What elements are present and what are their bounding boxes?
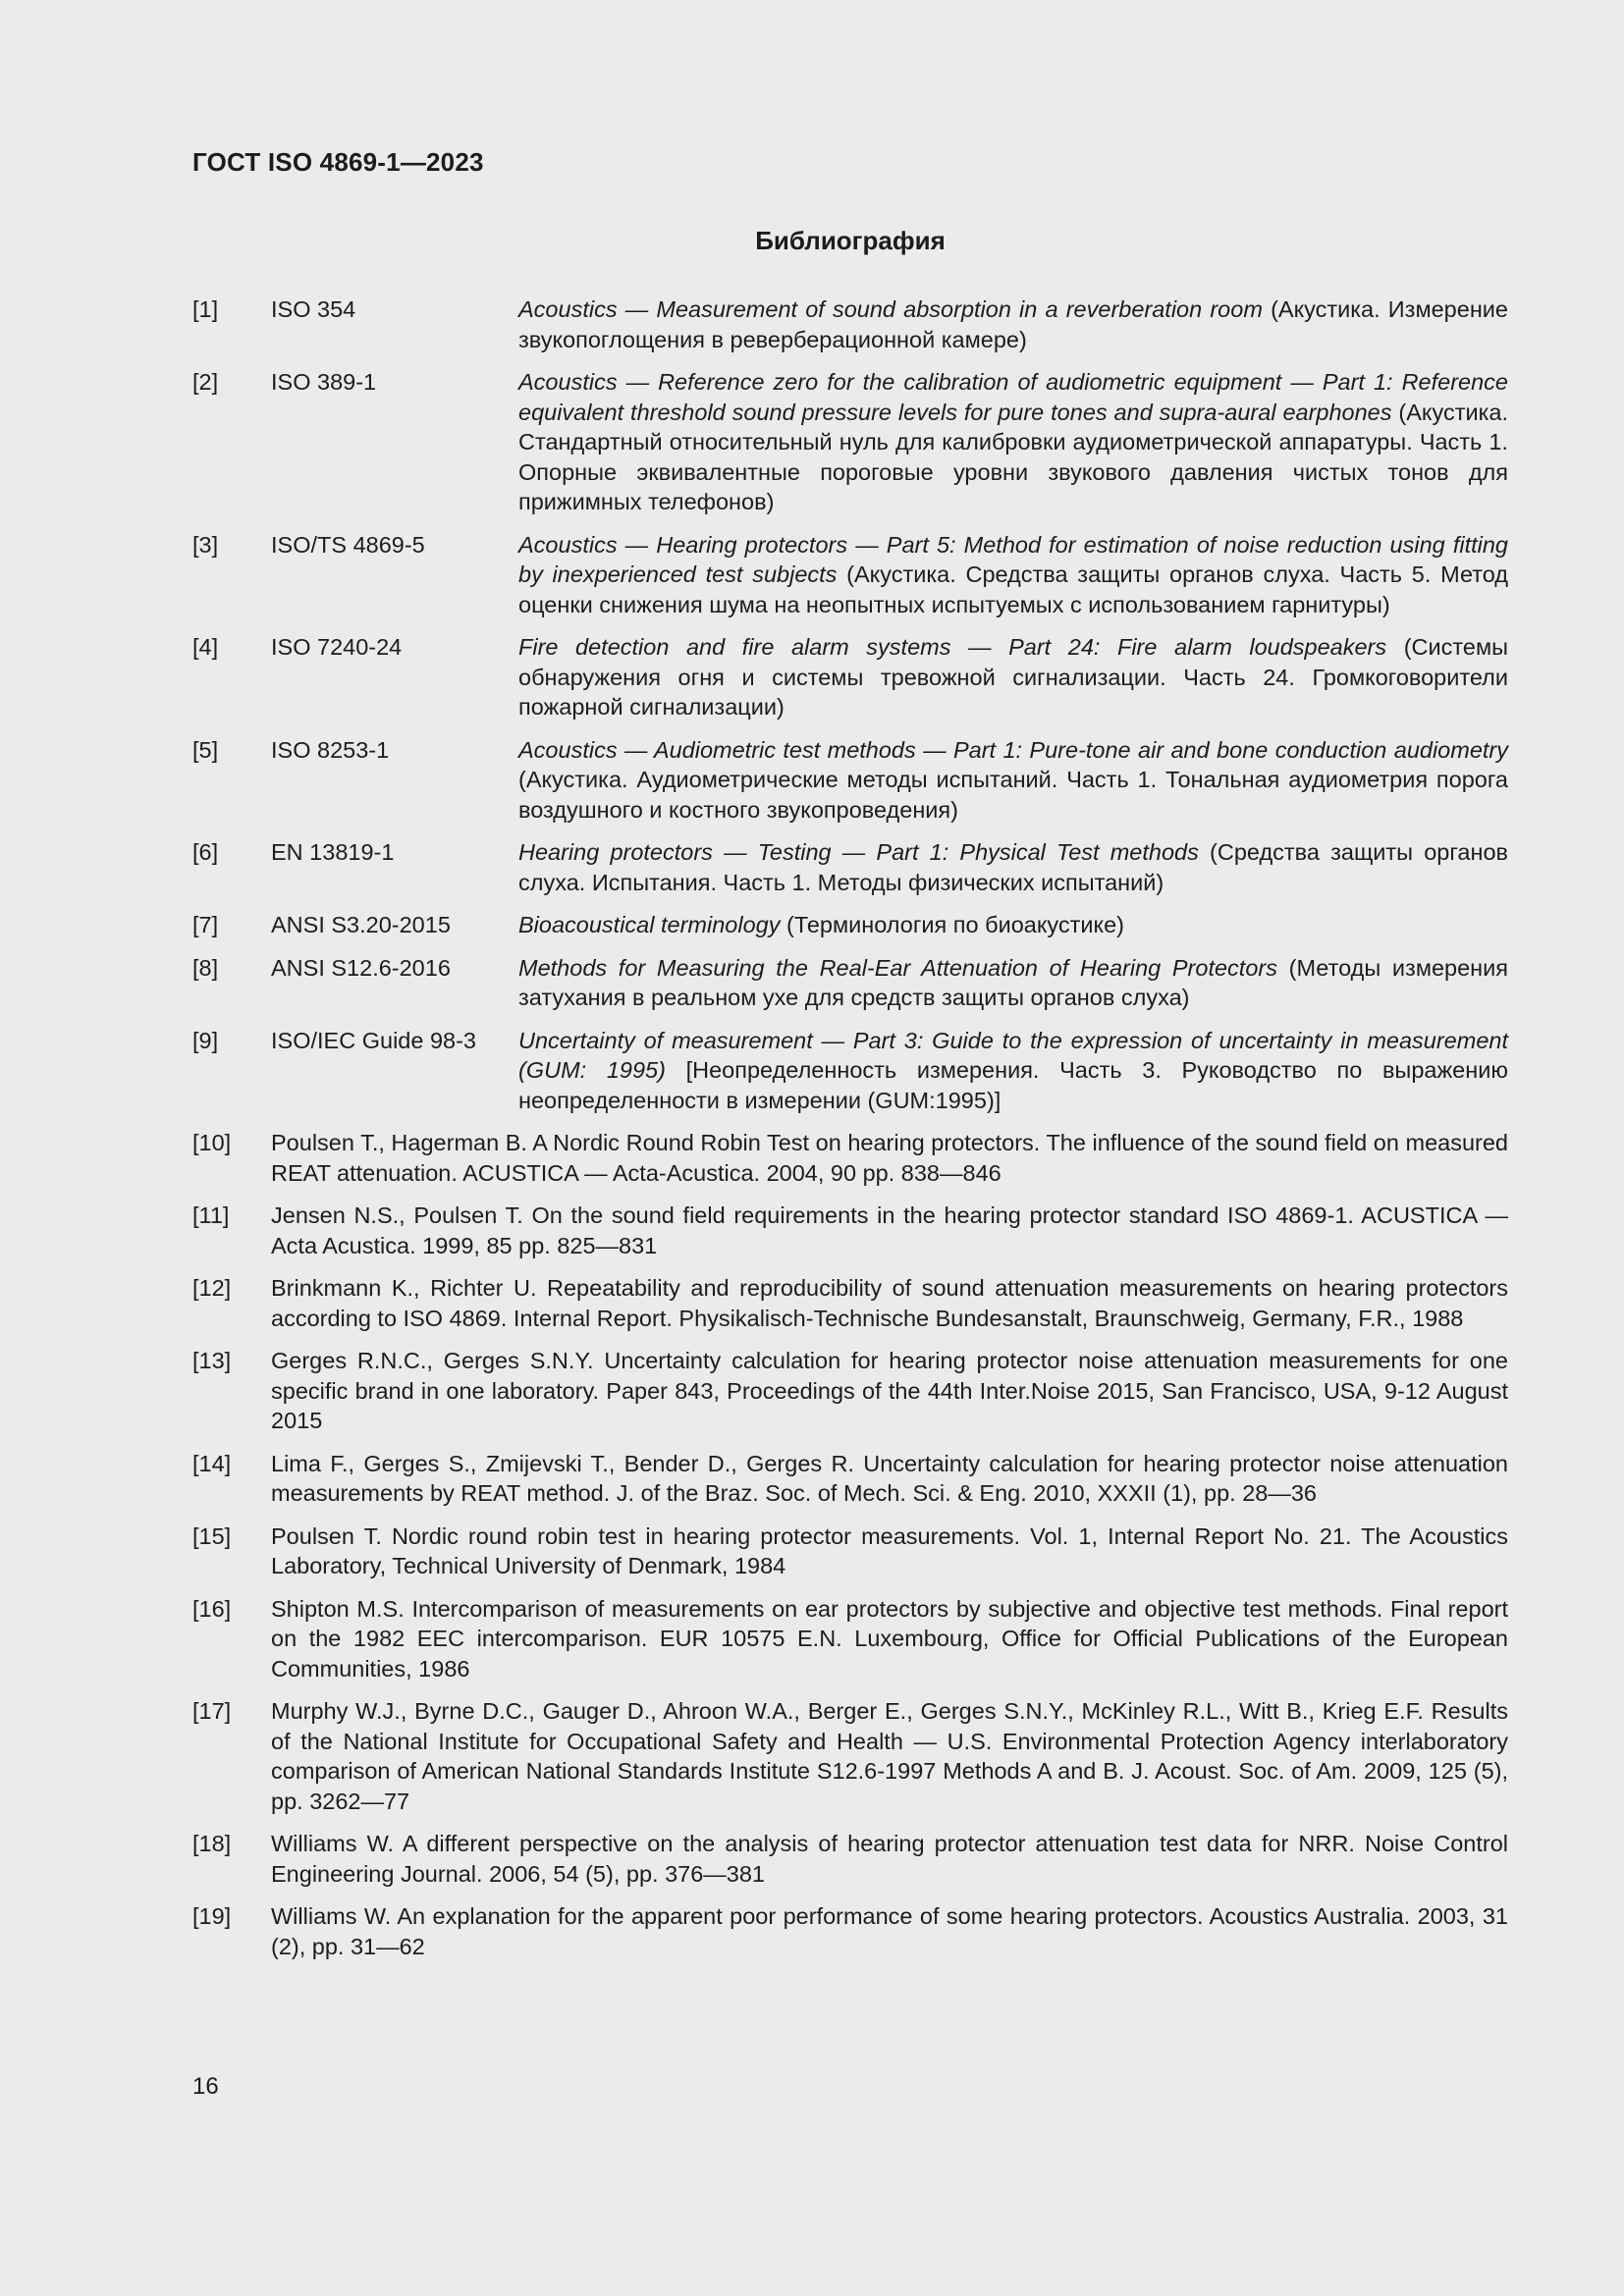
entry-number: [12] xyxy=(192,1275,232,1301)
reference-text: Poulsen T., Hagerman B. A Nordic Round Robin Test on hearing protectors. The influence of the sound field on measured REAT attenuation. ACUSTICA — Acta-Acustica. 2004, 90 pp. 838—846 xyxy=(271,1130,1508,1186)
bibliography-entry xyxy=(192,1026,1508,1116)
entry-number: [15] xyxy=(192,1522,232,1549)
entry-text xyxy=(518,632,1508,722)
bibliography-entry xyxy=(192,953,1508,1013)
entry-text xyxy=(518,735,1508,826)
entry-text xyxy=(518,1026,1508,1116)
entry-description: (Акустика. Средства защиты органов слуха. Часть 5. Метод оценки снижения шума на неопытных испытуемых с использованием гарнитуры) xyxy=(518,561,1508,617)
reference-entry xyxy=(192,1696,1508,1816)
entry-description: (Системы обнаружения огня и системы тревожной сигнализации. Часть 24. Громкоговорители пожарной сигнализации) xyxy=(518,634,1508,720)
entry-number: [11] xyxy=(192,1202,230,1228)
entry-text xyxy=(518,837,1508,897)
entry-description: [Неопределенность измерения. Часть 3. Руководство по выражению неопределенности в измерении (GUM:1995)] xyxy=(518,1057,1508,1113)
entry-title: Fire detection and fire alarm systems — Part 24: Fire alarm loudspeakers xyxy=(518,634,1387,660)
bibliography-title: Библиография xyxy=(755,226,946,255)
entry-title: Acoustics — Audiometric test methods — Part 1: Pure-tone air and bone conduction audiometry xyxy=(518,736,1508,763)
reference-text: Poulsen T. Nordic round robin test in hearing protector measurements. Vol. 1, Internal Report No. 21. The Acoustics Laboratory, Technical University of Denmark, 1984 xyxy=(271,1522,1508,1578)
entry-title: Hearing protectors — Testing — Part 1: Physical Test methods xyxy=(518,839,1199,865)
entry-description: (Средства защиты органов слуха. Испытания. Часть 1. Методы физических испытаний) xyxy=(518,839,1508,895)
reference-entry xyxy=(192,1346,1508,1436)
standard-code: ISO/IEC Guide 98-3 xyxy=(271,1027,476,1053)
entry-number: [5] xyxy=(192,736,219,763)
bibliography-entry xyxy=(192,910,1508,940)
entry-number: [1] xyxy=(192,296,219,322)
reference-entry xyxy=(192,1449,1508,1509)
reference-text: Gerges R.N.C., Gerges S.N.Y. Uncertainty calculation for hearing protector noise attenuation measurements for one specific brand in one laboratory. Paper 843, Proceedings of the 44th Inter.Noise 2015, San Francisco, USA, 9-12 August 2015 xyxy=(271,1348,1508,1433)
bibliography-list xyxy=(192,294,1508,1974)
standard-code: ISO/TS 4869-5 xyxy=(271,531,425,558)
reference-text: Brinkmann K., Richter U. Repeatability and reproducibility of sound attenuation measurements on hearing protectors according to ISO 4869. Internal Report. Physikalisch-Technische Bundesanstalt, Braunschweig, Germany, F.R., 1988 xyxy=(271,1275,1508,1331)
entry-title: Acoustics — Hearing protectors — Part 5: Method for estimation of noise reduction using fitting by inexperienced test subjects xyxy=(518,531,1508,587)
reference-entry xyxy=(192,1901,1508,1961)
standard-code: ISO 389-1 xyxy=(271,369,377,395)
entry-text xyxy=(518,530,1508,620)
page-number: 16 xyxy=(192,2073,219,2100)
standard-header: ГОСТ ISO 4869-1—2023 xyxy=(192,147,484,177)
entry-description: (Акустика. Стандартный относительный нуль для калибровки аудиометрической аппаратуры. Часть 1. Опорные эквивалентные пороговые уровни звукового давления чистых тонов для прижимных телефонов) xyxy=(518,399,1508,514)
reference-entry xyxy=(192,1273,1508,1333)
reference-text: Murphy W.J., Byrne D.C., Gauger D., Ahroon W.A., Berger E., Gerges S.N.Y., McKinley R.L., Witt B., Krieg E.F. Results of the National Institute for Occupational Safety and Health — U.S. Environmental Protection Agency interlaboratory comparison of American National Standards Institute S12.6-1997 Methods A and B. J. Acoust. Soc. of Am. 2009, 125 (5), pp. 3262—77 xyxy=(271,1698,1508,1814)
bibliography-entry xyxy=(192,735,1508,826)
reference-entry xyxy=(192,1522,1508,1581)
entry-number: [3] xyxy=(192,531,219,558)
entry-number: [19] xyxy=(192,1903,232,1929)
entry-title: Acoustics — Measurement of sound absorption in a reverberation room xyxy=(518,296,1263,322)
standard-code: ISO 7240-24 xyxy=(271,634,403,660)
standard-code: ISO 354 xyxy=(271,296,356,322)
entry-number: [6] xyxy=(192,839,219,865)
entry-number: [10] xyxy=(192,1130,232,1155)
entry-number: [4] xyxy=(192,634,219,660)
entry-number: [18] xyxy=(192,1831,232,1856)
entry-description: (Терминология по биоакустике) xyxy=(780,912,1124,937)
entry-description: (Акустика. Измерение звукопоглощения в реверберационной камере) xyxy=(518,296,1508,352)
entry-number: [7] xyxy=(192,912,219,937)
standard-code: EN 13819-1 xyxy=(271,839,395,865)
entry-number: [9] xyxy=(192,1027,219,1053)
entry-description: (Акустика. Аудиометрические методы испытаний. Часть 1. Тональная аудиометрия порога воздушного и костного звукопроведения) xyxy=(518,767,1508,823)
bibliography-entry xyxy=(192,367,1508,517)
entry-title: Bioacoustical terminology xyxy=(518,912,781,937)
bibliography-entry xyxy=(192,837,1508,897)
entry-description: (Методы измерения затухания в реальном ухе для средств защиты органов слуха) xyxy=(518,954,1509,1010)
entry-title: Acoustics — Reference zero for the calibration of audiometric equipment — Part 1: Reference equivalent threshold sound pressure levels for pure tones and supra-aural earphones xyxy=(518,369,1508,425)
entry-text xyxy=(518,953,1508,1013)
reference-entry xyxy=(192,1128,1508,1188)
reference-text: Lima F., Gerges S., Zmijevski T., Bender D., Gerges R. Uncertainty calculation for hearing protector noise attenuation measurements by REAT method. J. of the Braz. Soc. of Mech. Sci. & Eng. 2010, XXXII (1), pp. 28—36 xyxy=(271,1450,1508,1506)
reference-text: Williams W. A different perspective on the analysis of hearing protector attenuation test data for NRR. Noise Control Engineering Journal. 2006, 54 (5), pp. 376—381 xyxy=(271,1831,1508,1887)
standard-code: ANSI S12.6-2016 xyxy=(271,954,451,981)
entry-title: Uncertainty of measurement — Part 3: Guide to the expression of uncertainty in measurement (GUM: 1995) xyxy=(518,1027,1508,1083)
bibliography-entry xyxy=(192,294,1508,354)
reference-entry xyxy=(192,1594,1508,1684)
entry-number: [8] xyxy=(192,954,219,981)
standard-code: ISO 8253-1 xyxy=(271,736,390,763)
entry-number: [16] xyxy=(192,1595,232,1622)
standard-code: ANSI S3.20-2015 xyxy=(271,912,451,937)
reference-text: Williams W. An explanation for the apparent poor performance of some hearing protectors. Acoustics Australia. 2003, 31 (2), pp. 31—62 xyxy=(271,1903,1508,1959)
entry-text xyxy=(518,367,1508,517)
reference-entry xyxy=(192,1201,1508,1260)
reference-text: Shipton M.S. Intercomparison of measurements on ear protectors by subjective and objective test methods. Final report on the 1982 EEC intercomparison. EUR 10575 E.N. Luxembourg, Office for Official Publications of the European Communities, 1986 xyxy=(271,1595,1508,1682)
entry-text xyxy=(518,294,1508,354)
reference-entry xyxy=(192,1829,1508,1889)
entry-number: [14] xyxy=(192,1450,232,1476)
entry-text xyxy=(518,910,1508,940)
entry-title: Methods for Measuring the Real-Ear Attenuation of Hearing Protectors xyxy=(518,954,1277,981)
bibliography-entry xyxy=(192,632,1508,722)
entry-number: [17] xyxy=(192,1698,232,1724)
bibliography-entry xyxy=(192,530,1508,620)
reference-text: Jensen N.S., Poulsen T. On the sound field requirements in the hearing protector standard ISO 4869-1. ACUSTICA — Acta Acustica. 1999, 85 pp. 825—831 xyxy=(271,1202,1508,1258)
entry-number: [13] xyxy=(192,1348,232,1373)
entry-number: [2] xyxy=(192,369,219,395)
